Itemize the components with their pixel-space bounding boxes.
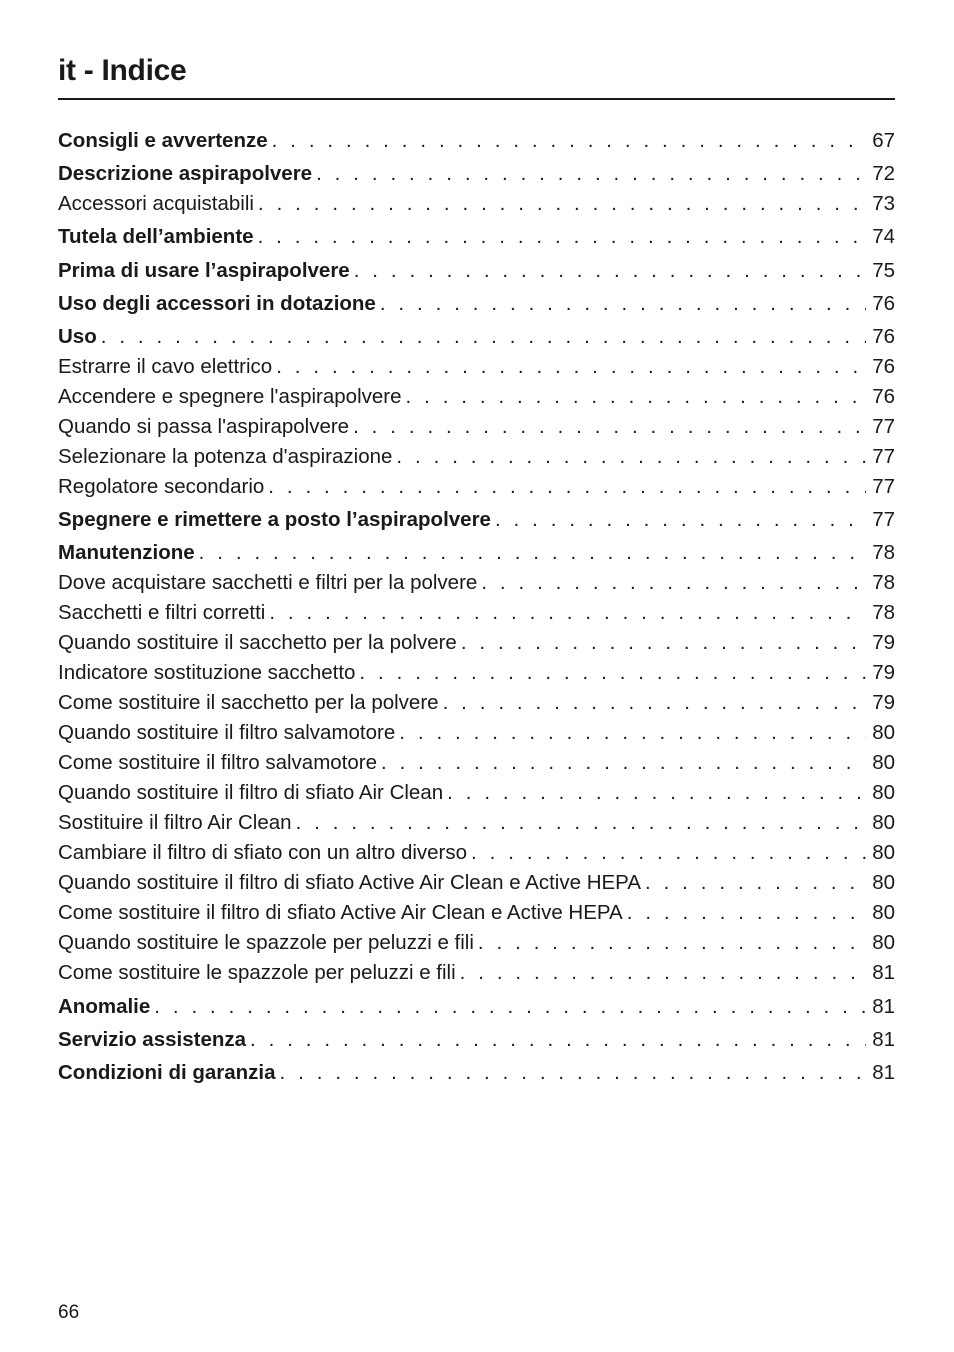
toc-entry-title: Indicatore sostituzione sacchetto (58, 661, 356, 685)
toc-entry (58, 868, 895, 898)
toc-entry (58, 718, 895, 748)
toc-entry (58, 628, 895, 658)
toc-entry-title: Sacchetti e filtri corretti (58, 601, 266, 625)
toc-entry-page: 76 (872, 291, 895, 315)
title-divider (58, 98, 895, 100)
toc-entry-title: Descrizione aspirapolvere (58, 162, 313, 186)
toc-entry-page: 78 (872, 601, 895, 625)
toc-entry (58, 598, 895, 628)
toc-entry (58, 289, 895, 319)
toc-entry (58, 472, 895, 502)
toc-entry (58, 159, 895, 189)
toc-entry (58, 688, 895, 718)
toc-dot-leader (478, 928, 866, 958)
toc-dot-leader (443, 688, 867, 718)
toc-dot-leader (258, 189, 866, 219)
toc-entry-page: 76 (872, 324, 895, 348)
toc-dot-leader (447, 778, 866, 808)
toc-entry-page: 79 (872, 691, 895, 715)
page-title: it - Indice (58, 54, 187, 87)
toc-dot-leader (460, 958, 867, 988)
toc-dot-leader (381, 748, 866, 778)
toc-dot-leader (627, 898, 866, 928)
toc-dot-leader (471, 838, 866, 868)
toc-entry-title: Uso (58, 324, 97, 348)
toc-entry-title: Quando sostituire le spazzole per peluzzi e fili (58, 931, 474, 955)
toc-entry-page: 81 (872, 1027, 895, 1051)
toc-dot-leader (645, 868, 866, 898)
toc-entry (58, 808, 895, 838)
toc-entry-page: 80 (872, 901, 895, 925)
toc-dot-leader (354, 256, 866, 286)
toc-entry-title: Consigli e avvertenze (58, 129, 268, 152)
toc-entry-title: Accessori acquistabili (58, 192, 254, 216)
toc-dot-leader (481, 568, 866, 598)
toc-entry (58, 748, 895, 778)
toc-entry-page: 79 (872, 661, 895, 685)
toc-dot-leader (258, 222, 867, 252)
toc-entry-page: 76 (872, 354, 895, 378)
toc-entry-page: 80 (872, 931, 895, 955)
table-of-contents (58, 126, 895, 1088)
toc-entry-title: Cambiare il filtro di sfiato con un altro diverso (58, 841, 468, 865)
toc-entry-page: 78 (872, 571, 895, 595)
toc-dot-leader (154, 992, 866, 1022)
toc-entry-title: Dove acquistare sacchetti e filtri per la polvere (58, 571, 478, 595)
toc-entry-page: 76 (872, 384, 895, 408)
toc-dot-leader (280, 1058, 867, 1088)
toc-dot-leader (353, 412, 866, 442)
toc-dot-leader (199, 538, 867, 568)
toc-entry-title: Quando sostituire il sacchetto per la polvere (58, 631, 457, 655)
toc-entry-page: 80 (872, 751, 895, 775)
toc-entry-title: Quando sostituire il filtro salvamotore (58, 721, 396, 745)
toc-entry (58, 442, 895, 472)
toc-entry-page: 78 (872, 541, 895, 565)
toc-entry (58, 222, 895, 252)
toc-entry-page: 72 (872, 162, 895, 186)
toc-entry-page: 80 (872, 871, 895, 895)
toc-entry-page: 75 (872, 258, 895, 282)
toc-entry-page: 77 (872, 508, 895, 532)
toc-dot-leader (276, 352, 866, 382)
toc-entry (58, 958, 895, 988)
toc-entry (58, 126, 895, 156)
toc-dot-leader (396, 442, 866, 472)
toc-entry-title: Uso degli accessori in dotazione (58, 291, 376, 315)
toc-entry (58, 322, 895, 352)
toc-entry (58, 505, 895, 535)
toc-dot-leader (359, 658, 866, 688)
toc-entry-title: Tutela dell’ambiente (58, 225, 254, 249)
toc-entry (58, 778, 895, 808)
toc-entry-title: Manutenzione (58, 541, 195, 565)
toc-entry (58, 658, 895, 688)
toc-dot-leader (399, 718, 866, 748)
toc-entry (58, 538, 895, 568)
toc-entry (58, 928, 895, 958)
toc-dot-leader (316, 159, 866, 189)
toc-entry-title: Estrarre il cavo elettrico (58, 354, 273, 378)
page-number: 66 (58, 1302, 80, 1323)
toc-entry-title: Anomalie (58, 994, 151, 1018)
toc-entry-title: Come sostituire il filtro di sfiato Active Air Clean e Active HEPA (58, 901, 623, 925)
toc-dot-leader (101, 322, 866, 352)
toc-entry (58, 568, 895, 598)
toc-entry (58, 1025, 895, 1055)
toc-dot-leader (495, 505, 866, 535)
toc-entry-title: Accendere e spegnere l'aspirapolvere (58, 384, 402, 408)
toc-dot-leader (250, 1025, 866, 1055)
toc-dot-leader (269, 598, 866, 628)
toc-entry-page: 77 (872, 474, 895, 498)
toc-entry (58, 352, 895, 382)
toc-entry-page: 80 (872, 841, 895, 865)
toc-entry (58, 412, 895, 442)
toc-entry-page: 79 (872, 631, 895, 655)
toc-entry-page: 80 (872, 781, 895, 805)
toc-entry-page: 80 (872, 721, 895, 745)
toc-entry (58, 992, 895, 1022)
toc-entry (58, 256, 895, 286)
toc-entry-page: 74 (872, 225, 895, 249)
toc-entry-title: Condizioni di garanzia (58, 1060, 276, 1084)
toc-dot-leader (406, 382, 867, 412)
toc-entry-title: Prima di usare l’aspirapolvere (58, 258, 350, 282)
toc-entry-page: 67 (872, 129, 895, 152)
toc-entry (58, 898, 895, 928)
toc-entry-page: 81 (872, 961, 895, 985)
toc-entry-page: 80 (872, 811, 895, 835)
toc-dot-leader (380, 289, 866, 319)
toc-dot-leader (268, 472, 866, 502)
toc-entry-title: Come sostituire il filtro salvamotore (58, 751, 377, 775)
toc-entry-title: Come sostituire le spazzole per peluzzi e fili (58, 961, 456, 985)
toc-dot-leader (272, 126, 867, 156)
toc-entry-title: Regolatore secondario (58, 474, 265, 498)
toc-entry-page: 77 (872, 414, 895, 438)
toc-entry-title: Spegnere e rimettere a posto l’aspirapolvere (58, 508, 491, 532)
toc-dot-leader (461, 628, 866, 658)
toc-entry (58, 189, 895, 219)
toc-entry-title: Come sostituire il sacchetto per la polvere (58, 691, 439, 715)
toc-entry-page: 81 (872, 994, 895, 1018)
toc-dot-leader (296, 808, 867, 838)
toc-entry-title: Servizio assistenza (58, 1027, 247, 1051)
toc-entry-title: Quando si passa l'aspirapolvere (58, 414, 350, 438)
toc-entry-title: Quando sostituire il filtro di sfiato Air Clean (58, 781, 444, 805)
toc-entry-page: 81 (872, 1060, 895, 1084)
toc-entry-page: 77 (872, 444, 895, 468)
toc-entry-title: Sostituire il filtro Air Clean (58, 811, 292, 835)
toc-entry-title: Selezionare la potenza d'aspirazione (58, 444, 393, 468)
toc-entry (58, 382, 895, 412)
toc-entry-page: 73 (872, 192, 895, 216)
toc-entry (58, 838, 895, 868)
toc-entry-title: Quando sostituire il filtro di sfiato Active Air Clean e Active HEPA (58, 871, 641, 895)
toc-entry (58, 1058, 895, 1088)
